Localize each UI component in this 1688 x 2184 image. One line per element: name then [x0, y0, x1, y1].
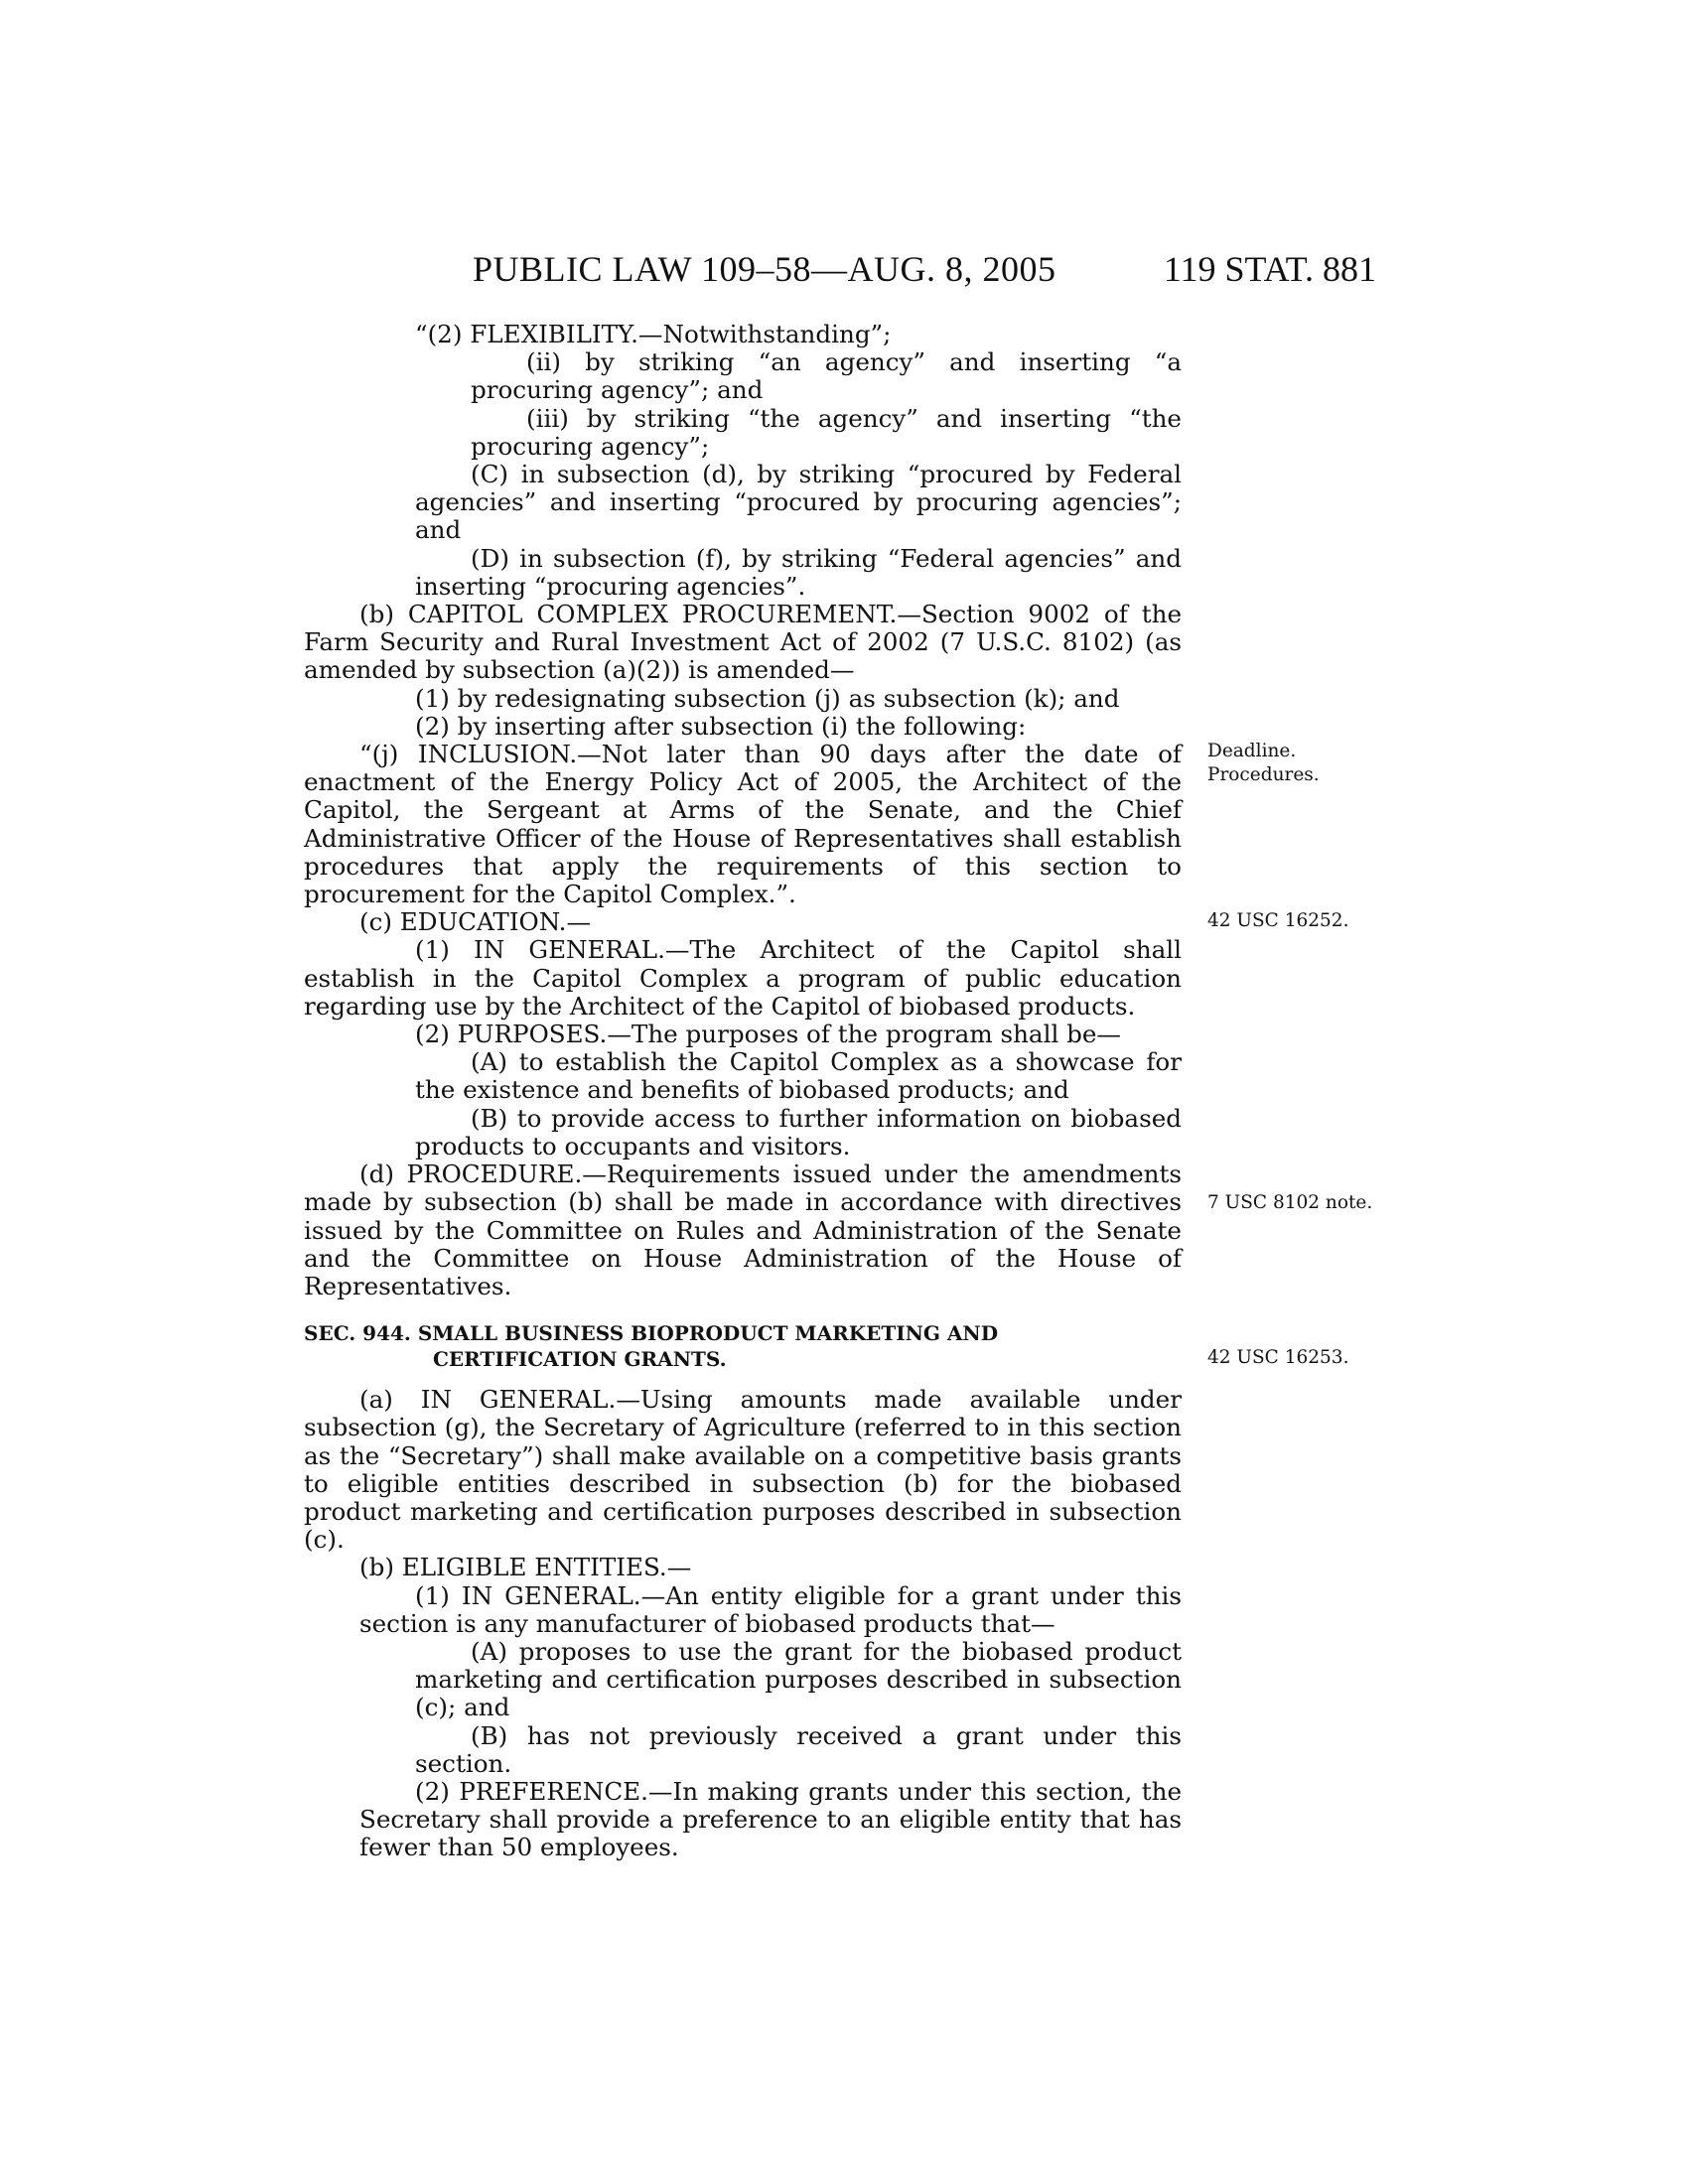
- paragraph: (C) in subsection (d), by striking “procured by Federal agencies” and inserting “procured by procuring agencies”; and: [415, 460, 1182, 545]
- paragraph: (A) proposes to use the grant for the biobased product marketing and certification purposes described in subsection (c); and: [415, 1636, 1182, 1722]
- paragraph: (2) PREFERENCE.—In making grants under this section, the Secretary shall provide a preference to an eligible entity that has fewer than 50 employees.: [359, 1776, 1182, 1862]
- paragraph: (ii) by striking “an agency” and inserting “a procuring agency”; and: [471, 347, 1182, 405]
- section-heading: SEC. 944. SMALL BUSINESS BIOPRODUCT MARKETING AND CERTIFICATION GRANTS.: [304, 1321, 999, 1372]
- paragraph: (D) in subsection (f), by striking “Federal agencies” and inserting “procuring agencies”.: [415, 543, 1182, 601]
- paragraph: (1) by redesignating subsection (j) as subsection (k); and: [415, 683, 1120, 713]
- paragraph: (c) EDUCATION.—: [359, 907, 592, 937]
- paragraph: (B) to provide access to further information on biobased products to occupants and visitors.: [415, 1103, 1182, 1160]
- paragraph: (a) IN GENERAL.—Using amounts made available under subsection (g), the Secretary of Agriculture (referred to in this section as the “Secretary”) shall make available on a competitive basis grants to eligible entities described in subsection (b) for the biobased product marketing and certification purposes described in subsection (c).: [304, 1385, 1182, 1555]
- margin-note-procedures: Procedures.: [1207, 764, 1320, 785]
- paragraph: (2) PURPOSES.—The purposes of the program shall be—: [415, 1020, 1122, 1049]
- paragraph: (1) IN GENERAL.—An entity eligible for a grant under this section is any manufacturer of biobased products that—: [359, 1580, 1182, 1638]
- paragraph: (iii) by striking “the agency” and inserting “the procuring agency”;: [471, 403, 1182, 461]
- paragraph: (B) has not previously received a grant under this section.: [415, 1720, 1182, 1778]
- paragraph: (1) IN GENERAL.—The Architect of the Capitol shall establish in the Capitol Complex a program of public education regarding use by the Architect of the Capitol of biobased products.: [304, 935, 1182, 1021]
- document-body: [304, 321, 1182, 1862]
- page-header: [304, 248, 1376, 288]
- margin-note-usc-8102-note: 7 USC 8102 note.: [1207, 1192, 1373, 1213]
- paragraph: “(j) INCLUSION.—Not later than 90 days after the date of enactment of the Energy Policy Act of 2005, the Architect of the Capitol, the Sergeant at Arms of the Senate, and the Chief Administrative Officer of the House of Representatives shall establish procedures that apply the requirements of this section to procurement for the Capitol Complex.”.: [304, 740, 1182, 909]
- paragraph: (d) PROCEDURE.—Requirements issued under the amendments made by subsection (b) shall be made in accordance with directives issued by the Committee on Rules and Administration of the Senate and the Committee on House Administration of the House of Representatives.: [304, 1160, 1182, 1300]
- margin-note-usc-16253: 42 USC 16253.: [1207, 1347, 1349, 1368]
- margin-note-deadline: Deadline.: [1207, 741, 1297, 761]
- page-number: 119 STAT. 881: [1163, 249, 1376, 289]
- paragraph: (A) to establish the Capitol Complex as a showcase for the existence and benefits of biobased products; and: [415, 1047, 1182, 1105]
- paragraph: (b) CAPITOL COMPLEX PROCUREMENT.—Section 9002 of the Farm Security and Rural Investment Act of 2002 (7 U.S.C. 8102) (as amended by subsection (a)(2)) is amended—: [304, 600, 1182, 685]
- paragraph: “(2) FLEXIBILITY.—Notwithstanding”;: [415, 320, 892, 348]
- paragraph: (2) by inserting after subsection (i) the following:: [415, 711, 1027, 741]
- law-title: PUBLIC LAW 109–58—AUG. 8, 2005: [473, 249, 1056, 289]
- margin-note-usc-16252: 42 USC 16252.: [1207, 910, 1349, 931]
- paragraph: (b) ELIGIBLE ENTITIES.—: [359, 1553, 692, 1582]
